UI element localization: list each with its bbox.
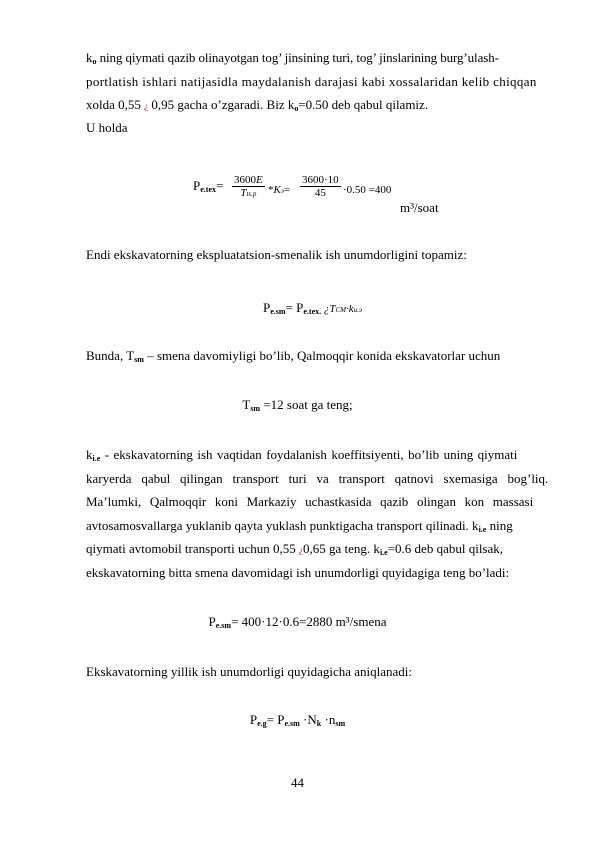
formula1-k: *Kэ= <box>268 184 291 196</box>
formula-shift-productivity: $P_{e.sm}= P_{e.tex.}$ ¿TCM·ku.э <box>263 300 362 316</box>
para1-line1: $k_o$ ning qiymati qazib olinayotgan tog’ jinsining turi, tog’ jinslarining burg’ulash- <box>86 50 499 66</box>
formula1-fraction-a: $\frac{3600E}{\text{Tts.p}}$ <box>234 174 263 199</box>
page-number: 44 <box>291 775 304 790</box>
formula-shift-result: $P_{e.sm}= 400\cdot 12\cdot 0.6=2880$ m³/smena <box>208 614 387 630</box>
line-bunda: Bunda, $T_{sm}$ – smena davomiyligi bo’lib, Qalmoqqir konida ekskavatorlar uchun <box>86 348 501 364</box>
formula1-fraction-b: $\frac{3600\cdot 10}{45}$ <box>302 174 339 199</box>
formula1-unit: m³/soat <box>400 200 439 215</box>
line-endi: Endi ekskavatorning ekspluatatsion-smenalik ish unumdorligini topamiz: <box>86 247 467 262</box>
line-yillik: Ekskavatorning yillik ish unumdorligi quyidagicha aniqlanadi: <box>86 664 413 679</box>
inverted-question-symbol: ¿ <box>144 101 149 111</box>
line-tsm: $T_{sm} =12$ soat ga teng; <box>242 397 353 413</box>
para2-line1: $k_{i.e}$ - ekskavatorning ish vaqtidan foydalanish koeffitsiyenti, bo’lib uning qiymati <box>86 447 518 463</box>
para2-line3: Ma’lumki, Qalmoqqir koni Markaziy uchastkasida qazib olingan kon massasi <box>86 494 534 509</box>
formula-technical-productivity: $P_{e.tex}=$ <box>193 178 224 194</box>
inverted-question-symbol: ¿ <box>299 545 304 555</box>
para2-line4: avtosamosvallarga yuklanib qayta yuklash punktigacha transport qilinadi. $k_{i.e}$ ning <box>86 518 513 534</box>
para1-line3: xolda 0,55 ¿ 0,95 gacha o’zgaradi. Biz $k_o=0.50$ deb qabul qilamiz. <box>86 97 429 113</box>
para2-line2: karyerda qabul qilingan transport turi va transport qatnovi sxemasiga bog’liq. <box>86 471 549 486</box>
para1-line2: portlatish ishlari natijasidla maydalanish darajasi kabi xossalaridan kelib chiqqan <box>86 74 537 89</box>
formula1-result: ·0.50 =400 <box>343 184 392 196</box>
para1-line4: U holda <box>86 120 128 135</box>
formula-annual-productivity: $P_{e.g}= P_{e.sm} \cdot N_k \cdot n_{sm}$ <box>249 712 346 728</box>
para2-line6: ekskavatorning bitta smena davomidagi ish unumdorligi quyidagiga teng bo’ladi: <box>86 565 510 580</box>
para2-line5: qiymati avtomobil transporti uchun 0,55 ¿0,65 ga teng. $k_{i.e}=0.6$ deb qabul qilsak, <box>86 541 504 557</box>
